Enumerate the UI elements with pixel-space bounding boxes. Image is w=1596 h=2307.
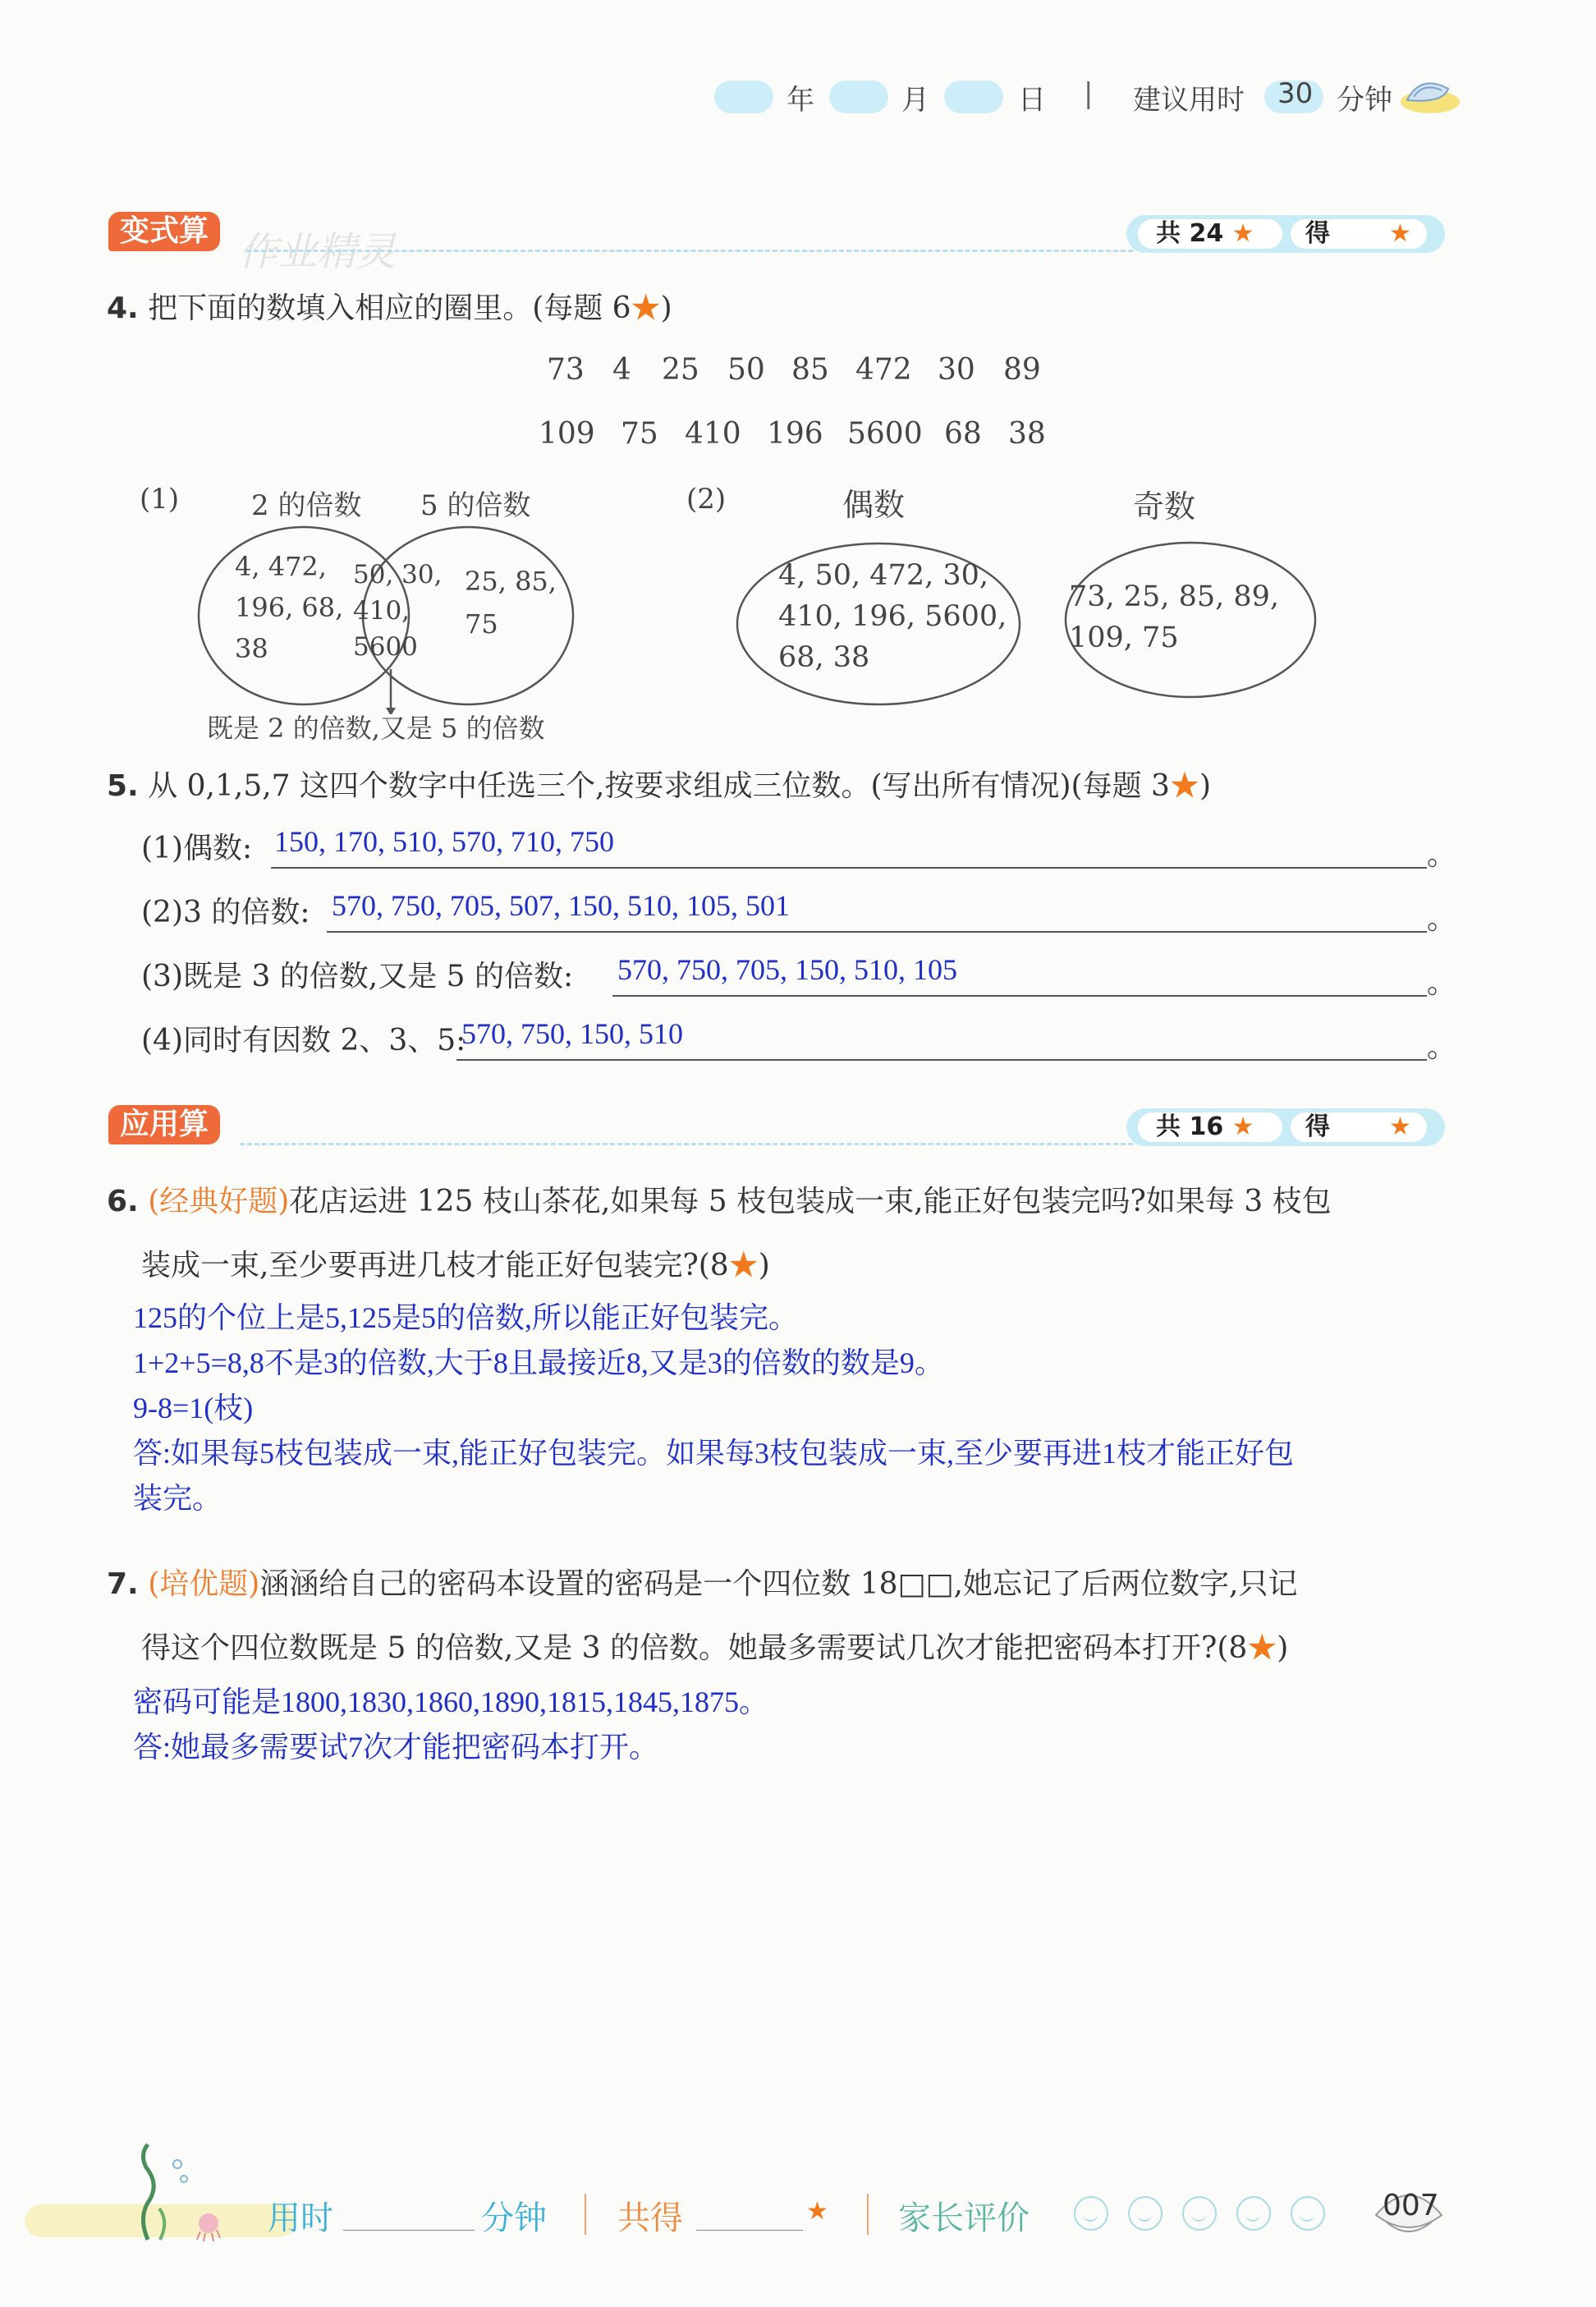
minutes-value: 30 — [1277, 77, 1314, 110]
minutes-unit: 分钟 — [1337, 84, 1392, 117]
year-label: 年 — [787, 84, 814, 117]
venn-mid-line: 50, 30, — [353, 560, 443, 589]
number-item: 73 — [547, 353, 585, 387]
smile-icon[interactable] — [1182, 2196, 1217, 2231]
smile-icon[interactable] — [1291, 2196, 1325, 2231]
number-item: 68 — [944, 417, 982, 451]
answer-line — [327, 931, 1427, 933]
question-4 — [107, 289, 672, 328]
venn-left-title: 2 的倍数 — [251, 489, 362, 522]
q5-item-label: (1)偶数: — [141, 832, 253, 865]
star-icon: ★ — [631, 291, 661, 325]
even-title: 偶数 — [842, 487, 906, 523]
year-blank — [714, 80, 773, 113]
venn-left-line: 38 — [235, 633, 268, 664]
odd-title: 奇数 — [1133, 488, 1196, 525]
question-5 — [107, 767, 1211, 806]
answer-line: 9-8=1(枝) — [133, 1392, 254, 1424]
venn-caption: 既是 2 的倍数,又是 5 的倍数 — [207, 713, 545, 744]
question-text: 装成一束,至少要再进几枝才能正好包装完?(8 — [141, 1249, 729, 1282]
number-item: 25 — [662, 353, 699, 387]
question-7 — [107, 1565, 1297, 1604]
answer-line: 密码可能是1800,1830,1860,1890,1815,1845,1875。 — [133, 1686, 769, 1718]
question-text: 从 0,1,5,7 这四个数字中任选三个,按要求组成三位数。(写出所有情况)(每题 3 — [148, 769, 1170, 803]
even-set-line: 410, 196, 5600, — [778, 600, 1007, 633]
q5-item-label: (4)同时有因数 2、3、5: — [141, 1024, 466, 1057]
watermark: 作业精灵 — [238, 229, 397, 275]
seaweed-icon — [123, 2143, 230, 2241]
question-text-end: ) — [1199, 769, 1212, 803]
star-icon: ★ — [1247, 1631, 1277, 1665]
answer-line: 装完。 — [133, 1482, 222, 1515]
number-item: 85 — [791, 353, 829, 387]
end-mark: 。 — [1427, 1030, 1457, 1064]
venn-right-line: 75 — [465, 608, 498, 640]
footer-total-label: 共得 — [617, 2199, 683, 2237]
q5-item-label: (2)3 的倍数: — [141, 896, 310, 929]
venn-left-line: 196, 68, — [235, 592, 344, 623]
odd-set-line: 73, 25, 85, 89, — [1069, 580, 1280, 613]
star-icon: ★ — [1231, 1112, 1254, 1141]
smile-icon[interactable] — [1074, 2196, 1108, 2231]
star-icon: ★ — [1389, 1112, 1411, 1141]
venn-right-content — [465, 560, 557, 645]
q7-answer — [133, 1680, 768, 1770]
footer-divider — [585, 2194, 586, 2235]
section-title-variant: 变式算 — [108, 212, 220, 251]
q5-answer: 570, 750, 705, 150, 510, 105 — [617, 953, 957, 986]
odd-set-line: 109, 75 — [1069, 621, 1179, 654]
even-set-line: 4, 50, 472, 30, — [778, 559, 989, 592]
number-item: 89 — [1003, 353, 1041, 387]
q5-answer: 570, 750, 150, 510 — [461, 1017, 683, 1050]
star-icon: ★ — [728, 1249, 759, 1282]
month-label: 月 — [901, 84, 929, 117]
number-item: 30 — [938, 353, 975, 387]
month-blank — [829, 80, 888, 113]
part-label-1: (1) — [140, 483, 180, 516]
venn-left-line: 4, 472, — [235, 551, 327, 582]
answer-line: 答:她最多需要试7次才能把密码本打开。 — [133, 1731, 659, 1764]
part-label-2: (2) — [686, 483, 727, 516]
star-icon: ★ — [806, 2197, 828, 2226]
q5-answer: 570, 750, 705, 507, 150, 510, 105, 501 — [332, 889, 790, 922]
question-6 — [107, 1182, 1332, 1222]
question-text: 把下面的数填入相应的圈里。(每题 6 — [148, 291, 631, 325]
number-item: 4 — [612, 353, 631, 387]
question-7-line2 — [141, 1629, 1288, 1668]
score-got: 得 — [1305, 219, 1330, 248]
question-number: 5. — [107, 769, 139, 803]
time-blank — [343, 2230, 475, 2231]
odd-set-content — [1069, 576, 1279, 658]
end-mark: 。 — [1427, 966, 1457, 1000]
venn-right-line: 25, 85, — [465, 566, 557, 597]
q5-answer: 150, 170, 510, 570, 710, 750 — [274, 825, 614, 858]
question-text-end: ) — [1277, 1631, 1289, 1665]
number-item: 472 — [855, 353, 912, 387]
question-number: 7. — [107, 1567, 139, 1601]
total-blank — [696, 2230, 803, 2231]
section-divider — [246, 250, 1133, 252]
answer-line: 125的个位上是5,125是5的倍数,所以能正好包装完。 — [133, 1301, 799, 1334]
question-number: 4. — [107, 291, 139, 325]
number-item: 38 — [1008, 417, 1046, 451]
footer-time-label: 用时 — [268, 2199, 333, 2237]
end-mark: 。 — [1427, 902, 1457, 936]
footer-divider — [867, 2194, 869, 2235]
answer-line — [456, 1059, 1427, 1061]
answer-line — [271, 867, 1427, 869]
q5-item-label: (3)既是 3 的倍数,又是 5 的倍数: — [141, 960, 574, 993]
question-text-end: ) — [758, 1249, 770, 1282]
score-got: 得 — [1305, 1112, 1330, 1141]
venn-right-title: 5 的倍数 — [420, 489, 531, 522]
star-icon: ★ — [1169, 769, 1199, 803]
number-item: 410 — [685, 417, 741, 451]
shell-icon — [1396, 69, 1461, 118]
page-number: 007 — [1383, 2189, 1439, 2222]
number-item: 5600 — [847, 417, 923, 451]
question-text: 涵涵给自己的密码本设置的密码是一个四位数 18□□,她忘记了后两位数字,只记 — [259, 1567, 1298, 1601]
venn-mid-line: 410, — [353, 596, 410, 626]
footer-time-unit: 分钟 — [481, 2199, 547, 2237]
score-total: 共 24 — [1156, 219, 1224, 248]
section-title-application: 应用算 — [108, 1105, 220, 1144]
question-text: 花店运进 125 枝山茶花,如果每 5 枝包装成一束,能正好包装完吗?如果每 3 枝包 — [289, 1185, 1332, 1218]
header-separator: | — [1084, 77, 1094, 110]
question-6-line2 — [141, 1246, 770, 1286]
section-divider — [240, 1143, 1133, 1145]
score-total: 共 16 — [1156, 1112, 1224, 1141]
question-number: 6. — [107, 1185, 139, 1218]
even-set-content — [778, 555, 1007, 678]
question-tag: (经典好题) — [148, 1185, 290, 1218]
number-item: 109 — [539, 417, 595, 451]
number-item: 50 — [727, 353, 765, 387]
star-icon: ★ — [1231, 219, 1254, 248]
end-mark: 。 — [1427, 838, 1457, 872]
score-box-1 — [1126, 215, 1445, 253]
smile-icon[interactable] — [1236, 2196, 1271, 2231]
venn-mid-line: 5600 — [353, 632, 418, 662]
smile-icon[interactable] — [1128, 2196, 1163, 2231]
star-icon: ★ — [1389, 219, 1411, 248]
number-item: 196 — [767, 417, 823, 451]
answer-line — [612, 995, 1427, 997]
day-blank — [944, 80, 1003, 113]
score-box-2 — [1126, 1108, 1445, 1146]
footer-parent-label: 家长评价 — [898, 2199, 1030, 2237]
answer-line: 答:如果每5枝包装成一束,能正好包装完。如果每3枝包装成一束,至少要再进1枝才能正好包 — [133, 1437, 1295, 1470]
number-item: 75 — [621, 417, 658, 451]
venn-left-content — [235, 546, 343, 669]
suggest-time-label: 建议用时 — [1133, 84, 1245, 117]
q6-answer — [133, 1296, 1463, 1521]
question-tag: (培优题) — [148, 1567, 260, 1601]
question-text: 得这个四位数既是 5 的倍数,又是 3 的倍数。她最多需要试几次才能把密码本打开?(8 — [141, 1631, 1248, 1665]
even-set-line: 68, 38 — [778, 641, 870, 674]
day-label: 日 — [1018, 84, 1046, 117]
venn-mid-content — [353, 557, 442, 665]
question-text-end: ) — [660, 291, 672, 325]
answer-line: 1+2+5=8,8不是3的倍数,大于8且最接近8,又是3的倍数的数是9。 — [133, 1346, 944, 1379]
